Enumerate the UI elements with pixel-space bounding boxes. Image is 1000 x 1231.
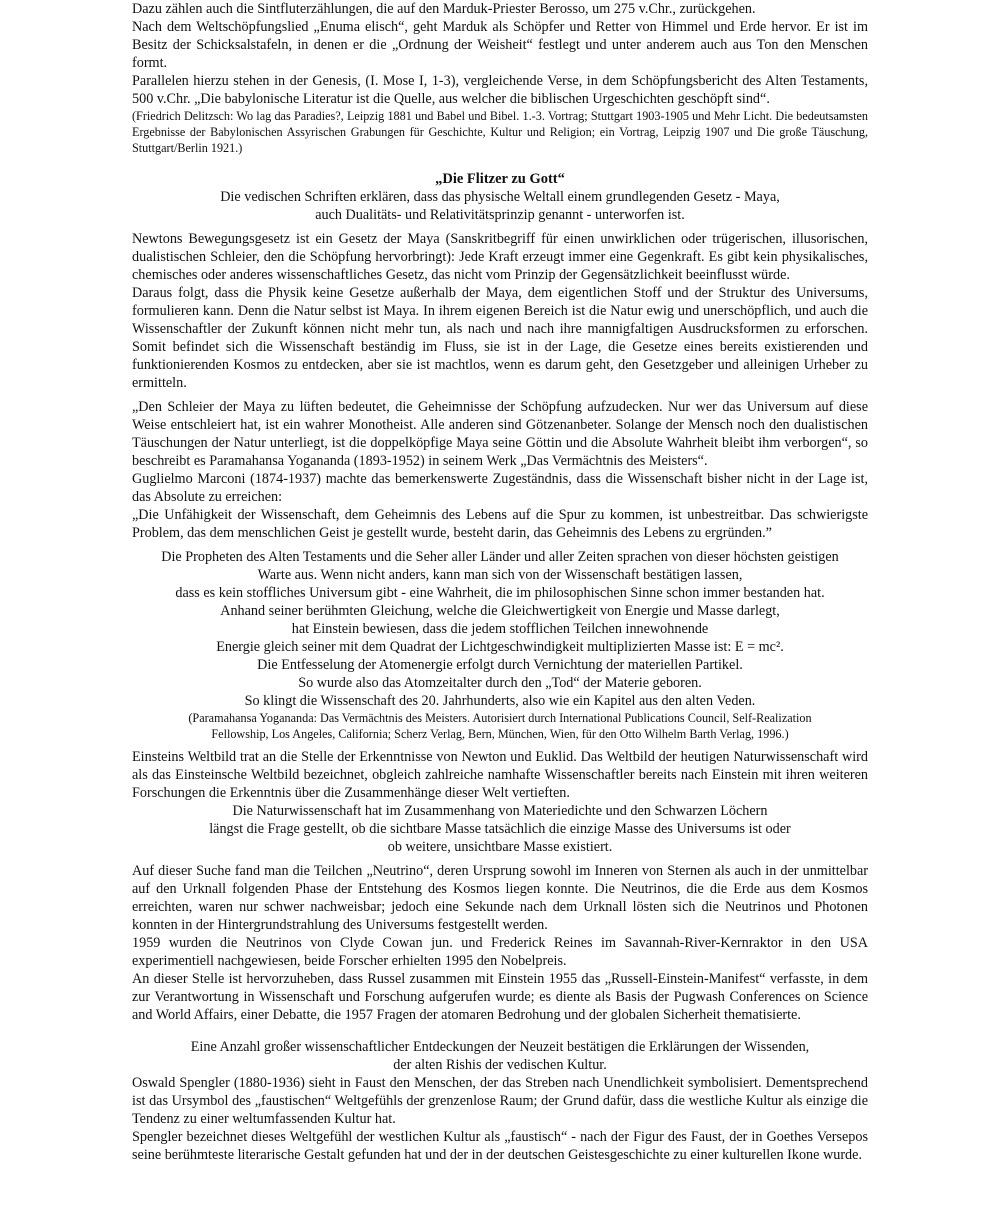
center-line: dass es kein stoffliches Universum gibt - eine Wahrheit, die im philosophischen Sinne schon immer bestanden hat. [175,585,825,601]
center-line: Die Entfesselung der Atomenergie erfolgt durch Vernichtung der materiellen Partikel. [257,657,743,673]
reference-yogananda: Fellowship, Los Angeles, California; Scherz Verlag, Bern, München, Wien, für den Otto Wilhelm Barth Verlag, 1996.) [211,727,789,741]
paragraph-russell-einstein: An dieser Stelle ist hervorzuheben, dass Russel zusammen mit Einstein 1955 das „Russell-Einstein-Manifest“ verfasste, in dem zur Verantwortung in Wissenschaft und Forschung aufgerufen wurde; es diente als Basis der Pugwash Conferences on Science and World Affairs, einer Debatte, die 1957 Fragen der atomaren Bedrohung und der globalen Sicherheit thematisierte. [132,971,868,1023]
paragraph-genesis: Parallelen hierzu stehen in der Genesis, (I. Mose I, 1-3), vergleichende Verse, in dem Schöpfungsbericht des Alten Testaments, 500 v.Chr. „Die babylonische Literatur ist die Quelle, aus welcher die biblischen Urgeschichten geschöpft sind“. [132,73,868,107]
center-line: Warte aus. Wenn nicht anders, kann man sich von der Wissenschaft bestätigen lassen, [257,567,743,583]
document-page [132,0,868,1164]
paragraph-yogananda-quote: „Den Schleier der Maya zu lüften bedeutet, die Geheimnisse der Schöpfung aufzudecken. Nur wer das Universum auf diese Weise entschleiert hat, ist ein wahrer Monotheist. Alle anderen sind Götzenanbeter. Solange der Mensch noch den dualistischen Täuschungen der Natur unterliegt, ist die doppelköpfige Maya seine Göttin und die Absolute Wahrheit bleibt ihm verborgen“, so beschreibt es Paramahansa Yogananda (1893-1952) in seinem Werk „Das Vermächtnis des Meisters“. [132,399,868,469]
paragraph-marconi: Guglielmo Marconi (1874-1937) machte das bemerkenswerte Zugeständnis, dass die Wissenschaft bisher nicht in der Lage ist, das Absolute zu erreichen: [132,471,868,505]
center-line: ob weitere, unsichtbare Masse existiert. [387,839,613,855]
intro-line: auch Dualitäts- und Relativitätsprinzip genannt - unterworfen ist. [315,207,685,223]
paragraph-spengler-faust: Oswald Spengler (1880-1936) sieht in Faust den Menschen, der das Streben nach Unendlichkeit symbolisiert. Dementsprechend ist das Ursymbol des „faustischen“ Weltgefühls der grenzenlose Raum; der Grund dafür, dass die westliche Kultur als einzige die Tendenz zu einer weltumfassenden Kultur hat. [132,1075,868,1127]
center-line: der alten Rishis der vedischen Kultur. [393,1057,607,1073]
center-line: Anhand seiner berühmten Gleichung, welche die Gleichwertigkeit von Energie und Masse darlegt, [220,603,780,619]
paragraph-enuma-elisch: Nach dem Weltschöpfungslied „Enuma elisch“, geht Marduk als Schöpfer und Retter von Himmel und Erde hervor. Er ist im Besitz der Schicksalstafeln, in denen er die „Ordnung der Weisheit“ festlegt und unter anderem auch aus Ton den Menschen formt. [132,19,868,71]
paragraph-physik-maya: Daraus folgt, dass die Physik keine Gesetze außerhalb der Maya, dem eigentlichen Stoff und der Struktur des Universums, formulieren kann. Denn die Natur selbst ist Maya. In ihrem eigenen Bereich ist die Natur ewig und unerschöpflich, und auch die Wissenschaftler der Zukunft können nicht mehr tun, als nach und nach ihre mannigfaltigen Ausdrucksformen zu erforschen. Somit befindet sich die Wissenschaft beständig im Fluss, sie ist in der Lage, die Gesetze eines bereits existierenden und funktionierenden Kosmos zu entdecken, aber sie ist machtlos, wenn es darum geht, den Gesetzgeber und alleinigen Urheber zu ermitteln. [132,285,868,391]
reference-yogananda: (Paramahansa Yogananda: Das Vermächtnis des Meisters. Autorisiert durch International Publications Council, Self-Realization [188,711,812,725]
center-line: Eine Anzahl großer wissenschaftlicher Entdeckungen der Neuzeit bestätigen die Erklärungen der Wissenden, [190,1039,810,1055]
paragraph-sintflut: Dazu zählen auch die Sintfluterzählungen, die auf den Marduk-Priester Berosso, um 275 v.Chr., zurückgehen. [132,1,756,17]
section-intro [132,188,868,224]
center-line: Die Naturwissenschaft hat im Zusammenhang von Materiedichte und den Schwarzen Löchern [232,803,768,819]
center-line: längst die Frage gestellt, ob die sichtbare Masse tatsächlich die einzige Masse des Universums ist oder [209,821,791,837]
center-block-materiedichte [132,802,868,856]
center-line: So wurde also das Atomzeitalter durch den „Tod“ der Materie geboren. [298,675,702,691]
paragraph-einstein-weltbild: Einsteins Weltbild trat an die Stelle der Erkenntnisse von Newton und Euklid. Das Weltbild der heutigen Naturwissenschaft wird als das Einsteinsche Weltbild bezeichnet, obgleich zahlreiche namhafte Wissenschaftler bereits nach Einstein mit ihren weiteren Forschungen die Erkenntnis über die Zusammenhänge dieser Welt vertieften. [132,749,868,801]
paragraph-spengler-weltgefuehl: Spengler bezeichnet dieses Weltgefühl der westlichen Kultur als „faustisch“ - nach der Figur des Faust, der in Goethes Versepos seine berühmteste literarische Gestalt gefunden hat und der in der deutschen Geistesgeschichte zu einer kulturellen Ikone wurde. [132,1129,868,1163]
intro-line: Die vedischen Schriften erklären, dass das physische Weltall einem grundlegenden Gesetz - Maya, [220,189,780,205]
paragraph-marconi-quote: „Die Unfähigkeit der Wissenschaft, dem Geheimnis des Lebens auf die Spur zu kommen, ist unbestreitbar. Das schwierigste Problem, das dem menschlichen Geist je gestellt wurde, besteht darin, das Geheimnis des Lebens zu ergründen.” [132,507,868,541]
center-block-entdeckungen [132,1038,868,1074]
paragraph-neutrino-nachweis: 1959 wurden die Neutrinos von Clyde Cowan jun. und Frederick Reines im Savannah-River-Kernraktor in den USA experimentiell nachgewiesen, beide Forscher erhielten 1995 den Nobelpreis. [132,935,868,969]
paragraph-neutrino: Auf dieser Suche fand man die Teilchen „Neutrino“, deren Ursprung sowohl im Inneren von Sternen als auch in der unmittelbar auf den Urknall folgenden Phase der Entstehung des Kosmos liegen konnte. Die Neutrinos, die die Erde aus dem Kosmos erreichten, waren nur schwer nachweisbar; jedoch eine Sekunde nach dem Urknall lösten sich die Neutrinos und Photonen konnten in der Hintergrundstrahlung des Universums festgestellt werden. [132,863,868,933]
center-line: So klingt die Wissenschaft des 20. Jahrhunderts, also wie ein Kapitel aus den alten Veden. [244,693,756,709]
center-line: Die Propheten des Alten Testaments und die Seher aller Länder und aller Zeiten sprachen von dieser höchsten geistigen [161,549,839,565]
paragraph-newton-maya: Newtons Bewegungsgesetz ist ein Gesetz der Maya (Sanskritbegriff für einen unwirklichen oder trügerischen, illusorischen, dualistischen Schleier, den die Schöpfung hervorbringt): Jede Kraft erzeugt immer eine Gegenkraft. Es gibt kein physikalisches, chemisches oder anderes wissenschaftliches Gesetz, das nicht vom Prinzip der Gegensätzlichkeit beeinflusst würde. [132,231,868,283]
reference-delitzsch: (Friedrich Delitzsch: Wo lag das Paradies?, Leipzig 1881 und Babel und Bibel. 1.-3. Vortrag; Stuttgart 1903-1905 und Mehr Licht. Die bedeutsamsten Ergebnisse der Babylonischen Assyrischen Grabungen für Geschichte, Kultur und Religion; ein Vortrag, Leipzig 1907 und Die große Täuschung, Stuttgart/Berlin 1921.) [132,109,868,155]
center-line: Energie gleich seiner mit dem Quadrat der Lichtgeschwindigkeit multiplizierten Masse ist: E = mc². [216,639,784,655]
center-line: hat Einstein bewiesen, dass die jedem stofflichen Teilchen innewohnende [291,621,709,637]
center-block-propheten [132,548,868,742]
section-title-flitzer: „Die Flitzer zu Gott“ [435,171,565,187]
